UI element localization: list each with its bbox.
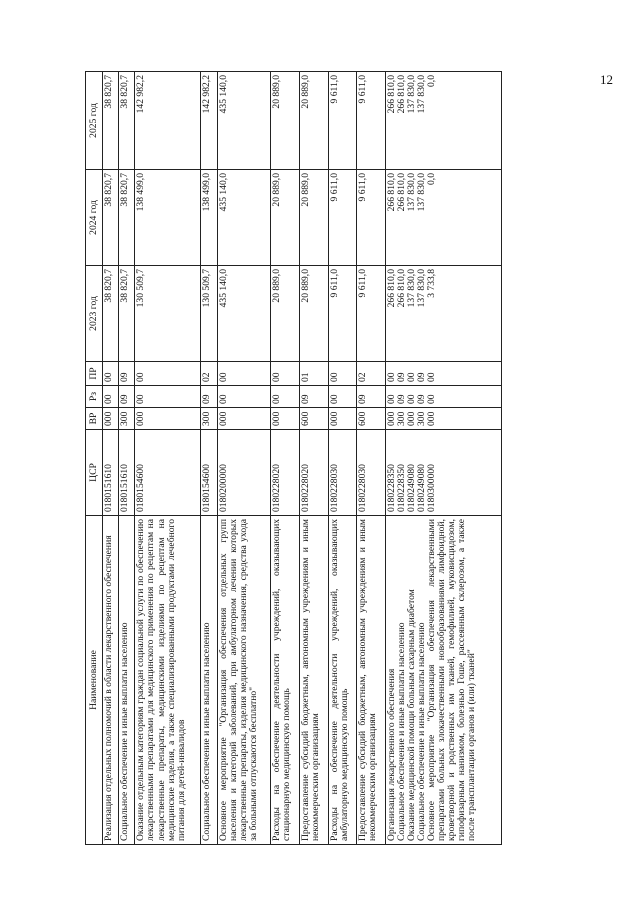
row-name: Реализация отдельных полномочий в области лекарственного обеспечения [103,516,119,845]
row-y2023: 20 889,0 [271,266,300,362]
group-csr: 0180228350 [395,464,407,512]
group-name: Организация лекарственного обеспечения [385,668,397,841]
table-row [271,72,300,845]
table-row [328,72,357,845]
group-y2024: 266 810,0 [385,173,397,212]
group-pr: 00 [385,372,397,382]
row-y2023: 130 509,7 [201,266,217,362]
row-csr: 0180200000 [217,430,271,516]
group-vr-cell [385,408,501,430]
group-names-cell [385,516,501,845]
header-csr: ЦСР [86,430,103,516]
table-body [103,72,502,845]
row-y2024: 38 820,7 [103,170,119,266]
group-name: Основное мероприятие "Организация обеспечения лекарственными препаратами больных злокачественными новообразованиями лимфоидной, кроветворной и родственных им тканей, гемофилией, муковисцидозом, гипофизарным нанизмом, болезнью Гоше, рассеянным склерозом, а также после трансплантации органов и (или) тканей" [426,519,478,841]
table-row [357,72,386,845]
group-vr: 000 [406,411,418,426]
header-name: Наименование [86,516,103,845]
row-y2025: 9 611,0 [328,72,357,170]
row-rz: 00 [103,386,119,408]
group-y2024-cell [385,170,501,266]
row-pr: 02 [357,362,386,386]
row-y2023: 9 611,0 [357,266,386,362]
header-rz: Рз [86,386,103,408]
group-vr: 000 [385,411,397,426]
row-y2024: 138 499,0 [135,170,201,266]
row-pr: 00 [271,362,300,386]
row-pr: 00 [328,362,357,386]
group-vr: 300 [416,411,428,426]
table-row [201,72,217,845]
group-rz: 00 [385,394,397,404]
group-rz: 09 [395,394,407,404]
group-rz: 09 [416,394,428,404]
row-y2025: 142 982,2 [135,72,201,170]
group-vr: 000 [426,411,438,426]
row-csr: 0180151610 [103,430,119,516]
group-y2024: 137 830,0 [416,173,428,212]
row-pr: 01 [299,362,328,386]
group-y2024: 266 810,0 [395,173,407,212]
row-csr: 0180154600 [135,430,201,516]
table-row [103,72,119,845]
header-2024: 2024 год [86,170,103,266]
group-y2024: 137 830,0 [406,173,418,212]
budget-table [85,71,502,845]
row-pr: 02 [201,362,217,386]
row-name: Оказание отдельным категориям граждан социальной услуги по обеспечению лекарственными препаратами для медицинского применения по рецептам на лекарственные препараты, медицинскими изделиями по рецептам на медицинские изделия, а также специализированными продуктами лечебного питания для детей-инвалидов [135,516,201,845]
group-pr-cell [385,362,501,386]
group-csr-cell [385,430,501,516]
row-y2024: 20 889,0 [299,170,328,266]
row-y2023: 20 889,0 [299,266,328,362]
row-rz: 00 [217,386,271,408]
group-vr: 300 [395,411,407,426]
row-y2023: 130 509,7 [135,266,201,362]
group-y2023: 266 810,0 [385,269,397,308]
row-csr: 0180151610 [119,430,135,516]
group-y2025: 137 830,0 [416,75,428,114]
group-csr: 0180249080 [416,464,428,512]
row-vr: 300 [119,408,135,430]
group-name: Социальное обеспечение и иные выплаты населению [416,622,428,841]
row-csr: 0180154600 [201,430,217,516]
group-y2023-cell [385,266,501,362]
group-name: Оказание медицинской помощи больным сахарным диабетом [406,589,418,841]
row-vr: 000 [217,408,271,430]
group-pr: 09 [416,372,428,382]
row-y2024: 9 611,0 [328,170,357,266]
group-name: Социальное обеспечение и иные выплаты населению [395,622,407,841]
table-header [86,72,103,845]
row-rz: 00 [135,386,201,408]
rotated-table-area [85,72,502,845]
row-csr: 0180228020 [271,430,300,516]
row-y2024: 38 820,7 [119,170,135,266]
row-vr: 300 [201,408,217,430]
row-csr: 0180228020 [299,430,328,516]
row-name: Расходы на обеспечение деятельности учреждений, оказывающих стационарную медицинскую помощь [271,516,300,845]
row-y2025: 9 611,0 [357,72,386,170]
row-vr: 000 [271,408,300,430]
row-name: Основное мероприятие "Организация обеспечения отдельных групп населения и категорий заболеваний, при амбулаторном лечении которых лекарственные препараты, изделия медицинского назначения, средства ухода за больными отпускаются бесплатно" [217,516,271,845]
row-y2023: 38 820,7 [119,266,135,362]
row-name: Социальное обеспечение и иные выплаты населению [201,516,217,845]
group-rz-cell [385,386,501,408]
row-y2025: 38 820,7 [119,72,135,170]
header-2023: 2023 год [86,266,103,362]
group-y2025: 266 810,0 [395,75,407,114]
row-pr: 09 [119,362,135,386]
group-y2023: 266 810,0 [395,269,407,308]
row-name: Социальное обеспечение и иные выплаты населению [119,516,135,845]
row-y2025: 20 889,0 [271,72,300,170]
row-y2025: 38 820,7 [103,72,119,170]
row-rz: 09 [201,386,217,408]
group-y2023: 137 830,0 [406,269,418,308]
group-y2025: 266 810,0 [385,75,397,114]
row-vr: 000 [328,408,357,430]
row-vr: 600 [299,408,328,430]
row-y2024: 20 889,0 [271,170,300,266]
row-y2025: 20 889,0 [299,72,328,170]
row-pr: 00 [135,362,201,386]
row-y2023: 38 820,7 [103,266,119,362]
row-pr: 00 [217,362,271,386]
row-vr: 000 [103,408,119,430]
group-pr: 00 [426,372,438,382]
row-csr: 0180228030 [357,430,386,516]
row-name: Расходы на обеспечение деятельности учреждений, оказывающих амбулаторную медицинскую помощь [328,516,357,845]
row-rz: 09 [299,386,328,408]
row-y2024: 9 611,0 [357,170,386,266]
row-y2025: 435 140,0 [217,72,271,170]
group-y2023: 137 830,0 [416,269,428,308]
row-rz: 09 [357,386,386,408]
row-pr: 00 [103,362,119,386]
group-pr: 09 [395,372,407,382]
page-number: 12 [600,72,613,87]
row-name: Предоставление субсидий бюджетным, автономным учреждениям и иным некоммерческим организациям [299,516,328,845]
group-y2024: 0,0 [426,173,438,185]
group-rz: 00 [406,394,418,404]
table-row [135,72,201,845]
row-name: Предоставление субсидий бюджетным, автономным учреждениям и иным некоммерческим организациям [357,516,386,845]
header-row [86,72,103,845]
header-2025: 2025 год [86,72,103,170]
row-y2023: 9 611,0 [328,266,357,362]
table-row [119,72,135,845]
group-y2023: 3 733,8 [426,269,438,298]
table-row [299,72,328,845]
group-csr: 0180300000 [426,464,438,512]
row-rz: 00 [328,386,357,408]
table-row [217,72,271,845]
row-rz: 00 [271,386,300,408]
row-rz: 09 [119,386,135,408]
group-pr: 00 [406,372,418,382]
row-vr: 600 [357,408,386,430]
group-csr: 0180249080 [406,464,418,512]
row-y2024: 138 499,0 [201,170,217,266]
group-csr: 0180228350 [385,464,397,512]
row-y2023: 435 140,0 [217,266,271,362]
header-pr: ПР [86,362,103,386]
header-vr: ВР [86,408,103,430]
group-y2025: 137 830,0 [406,75,418,114]
row-csr: 0180228030 [328,430,357,516]
table-row-group [385,72,501,845]
row-vr: 000 [135,408,201,430]
row-y2024: 435 140,0 [217,170,271,266]
group-y2025: 0,0 [426,75,438,87]
group-rz: 00 [426,394,438,404]
group-y2025-cell [385,72,501,170]
row-y2025: 142 982,2 [201,72,217,170]
